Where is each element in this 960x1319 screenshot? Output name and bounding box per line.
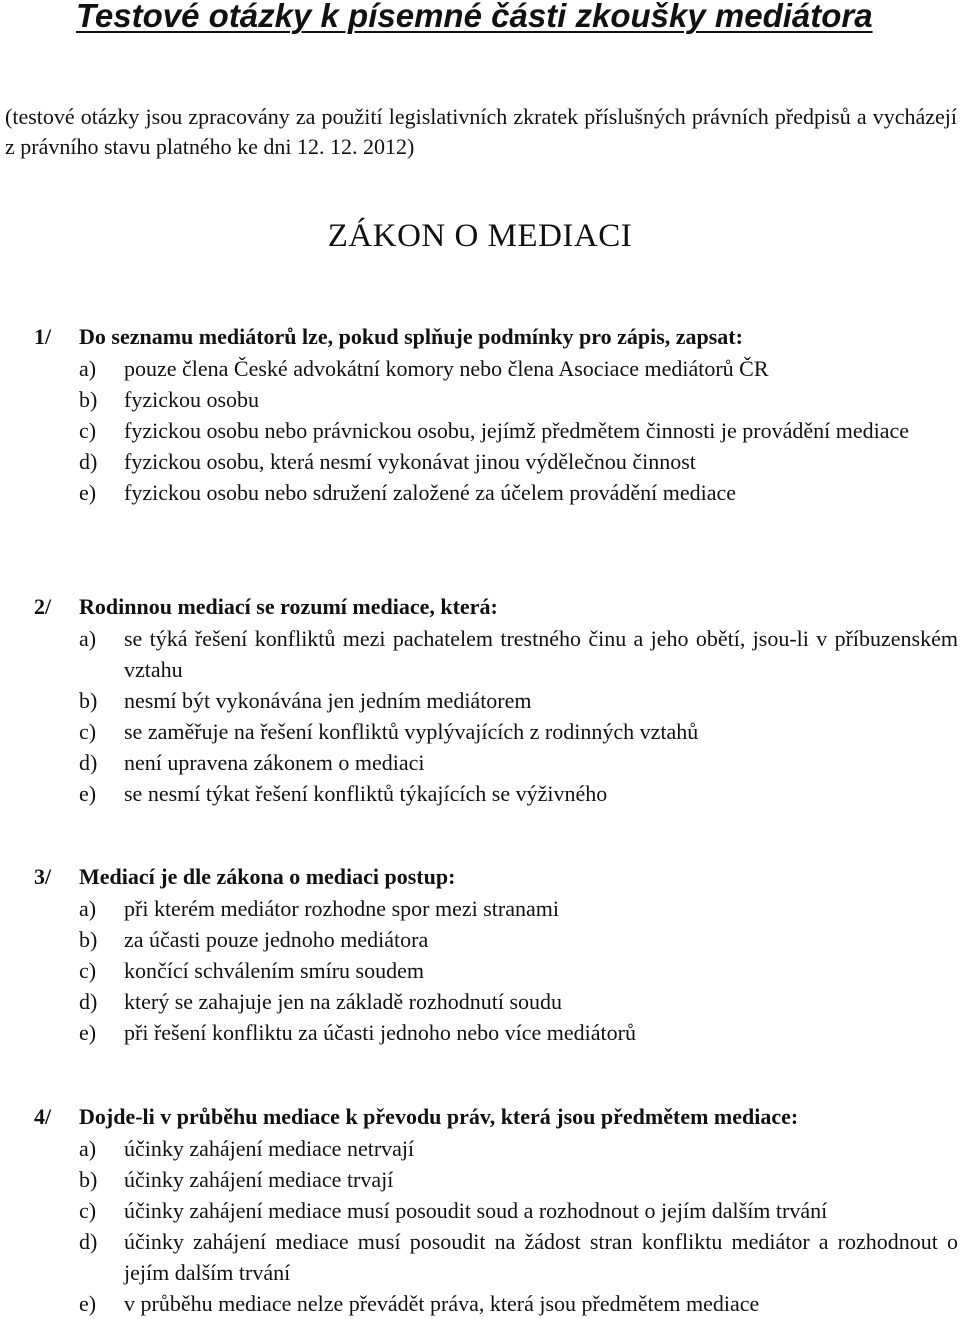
option-letter: a)	[79, 896, 97, 921]
answer-option-a	[0, 893, 960, 924]
option-letter: e)	[79, 480, 97, 505]
option-letter: e)	[79, 781, 97, 806]
option-letter: b)	[79, 688, 98, 713]
option-text: v průběhu mediace nelze převádět práva, která jsou předmětem mediace	[124, 1291, 760, 1316]
option-text: nesmí být vykonávána jen jedním mediátorem	[124, 688, 532, 713]
answer-option-a	[0, 1133, 960, 1164]
answer-option-c	[0, 955, 960, 986]
question-text: Do seznamu mediátorů lze, pokud splňuje podmínky pro zápis, zapsat:	[79, 324, 743, 349]
answer-option-a	[0, 353, 960, 384]
question-text: Mediací je dle zákona o mediaci postup:	[79, 864, 456, 889]
option-text: účinky zahájení mediace netrvají	[124, 1136, 415, 1161]
option-letter: e)	[79, 1020, 97, 1045]
option-text: při řešení konfliktu za účasti jednoho nebo více mediátorů	[124, 1020, 636, 1045]
answer-options	[0, 1133, 960, 1319]
option-text: pouze člena České advokátní komory nebo člena Asociace mediátorů ČR	[124, 356, 769, 381]
option-text: fyzickou osobu	[124, 387, 260, 412]
question-2	[0, 591, 960, 809]
answer-option-c	[0, 716, 960, 747]
question-number: 1/	[34, 324, 52, 349]
question-3	[0, 861, 960, 1048]
option-letter: d)	[79, 989, 98, 1014]
option-text: fyzickou osobu nebo právnickou osobu, jejímž předmětem činnosti je provádění mediace	[124, 418, 910, 443]
intro-paragraph: (testové otázky jsou zpracovány za použití legislativních zkratek příslušných právních předpisů a vycházejí z právního stavu platného ke dni 12. 12. 2012)	[5, 104, 957, 159]
option-letter: a)	[79, 1136, 97, 1161]
question-1	[0, 321, 960, 508]
answer-option-b	[0, 1164, 960, 1195]
answer-option-c	[0, 415, 960, 446]
answer-option-d	[0, 747, 960, 778]
option-letter: d)	[79, 449, 98, 474]
answer-option-b	[0, 384, 960, 415]
option-letter: c)	[79, 719, 97, 744]
answer-options	[0, 623, 960, 809]
answer-option-a	[0, 623, 960, 685]
option-text: fyzickou osobu, která nesmí vykonávat jinou výdělečnou činnost	[124, 449, 696, 474]
answer-option-e	[0, 1017, 960, 1048]
option-letter: c)	[79, 1198, 97, 1223]
option-text: není upravena zákonem o mediaci	[124, 750, 425, 775]
answer-options	[0, 353, 960, 508]
option-letter: c)	[79, 958, 97, 983]
question-number: 3/	[34, 864, 52, 889]
answer-option-e	[0, 1288, 960, 1319]
option-letter: d)	[79, 750, 98, 775]
option-text: při kterém mediátor rozhodne spor mezi stranami	[124, 896, 559, 921]
option-letter: b)	[79, 387, 98, 412]
option-letter: d)	[79, 1229, 98, 1254]
option-text: se zaměřuje na řešení konfliktů vyplývajících z rodinných vztahů	[124, 719, 699, 744]
question-number: 2/	[34, 594, 52, 619]
option-letter: e)	[79, 1291, 97, 1316]
question-heading	[0, 1101, 960, 1133]
option-text: za účasti pouze jednoho mediátora	[124, 927, 429, 952]
law-heading: ZÁKON O MEDIACI	[327, 218, 633, 254]
option-letter: b)	[79, 927, 98, 952]
answer-option-e	[0, 778, 960, 809]
answer-option-b	[0, 924, 960, 955]
option-text: účinky zahájení mediace trvají	[124, 1167, 394, 1192]
answer-option-b	[0, 685, 960, 716]
question-text: Rodinnou mediací se rozumí mediace, která:	[79, 594, 498, 619]
option-letter: a)	[79, 626, 97, 651]
question-heading	[0, 591, 960, 623]
question-number: 4/	[34, 1104, 52, 1129]
answer-option-c	[0, 1195, 960, 1226]
option-letter: b)	[79, 1167, 98, 1192]
option-text: se týká řešení konfliktů mezi pachatelem trestného činu a jeho obětí, jsou-li v příbuzenském vztahu	[124, 626, 958, 682]
answer-option-d	[0, 1226, 960, 1288]
option-text: účinky zahájení mediace musí posoudit soud a rozhodnout o jejím dalším trvání	[124, 1198, 828, 1223]
option-text: který se zahajuje jen na základě rozhodnutí soudu	[124, 989, 563, 1014]
option-text: fyzickou osobu nebo sdružení založené za účelem provádění mediace	[124, 480, 737, 505]
option-letter: c)	[79, 418, 97, 443]
option-text: účinky zahájení mediace musí posoudit na žádost stran konfliktu mediátor a rozhodnout o jejím dalším trvání	[124, 1229, 958, 1285]
question-text: Dojde-li v průběhu mediace k převodu práv, která jsou předmětem mediace:	[79, 1104, 799, 1129]
option-text: se nesmí týkat řešení konfliktů týkajících se výživného	[124, 781, 608, 806]
question-heading	[0, 861, 960, 893]
option-text: končící schválením smíru soudem	[124, 958, 424, 983]
answer-option-d	[0, 986, 960, 1017]
question-4	[0, 1101, 960, 1319]
answer-options	[0, 893, 960, 1048]
answer-option-d	[0, 446, 960, 477]
document-title: Testové otázky k písemné části zkoušky mediátora	[76, 0, 873, 34]
option-letter: a)	[79, 356, 97, 381]
question-heading	[0, 321, 960, 353]
answer-option-e	[0, 477, 960, 508]
